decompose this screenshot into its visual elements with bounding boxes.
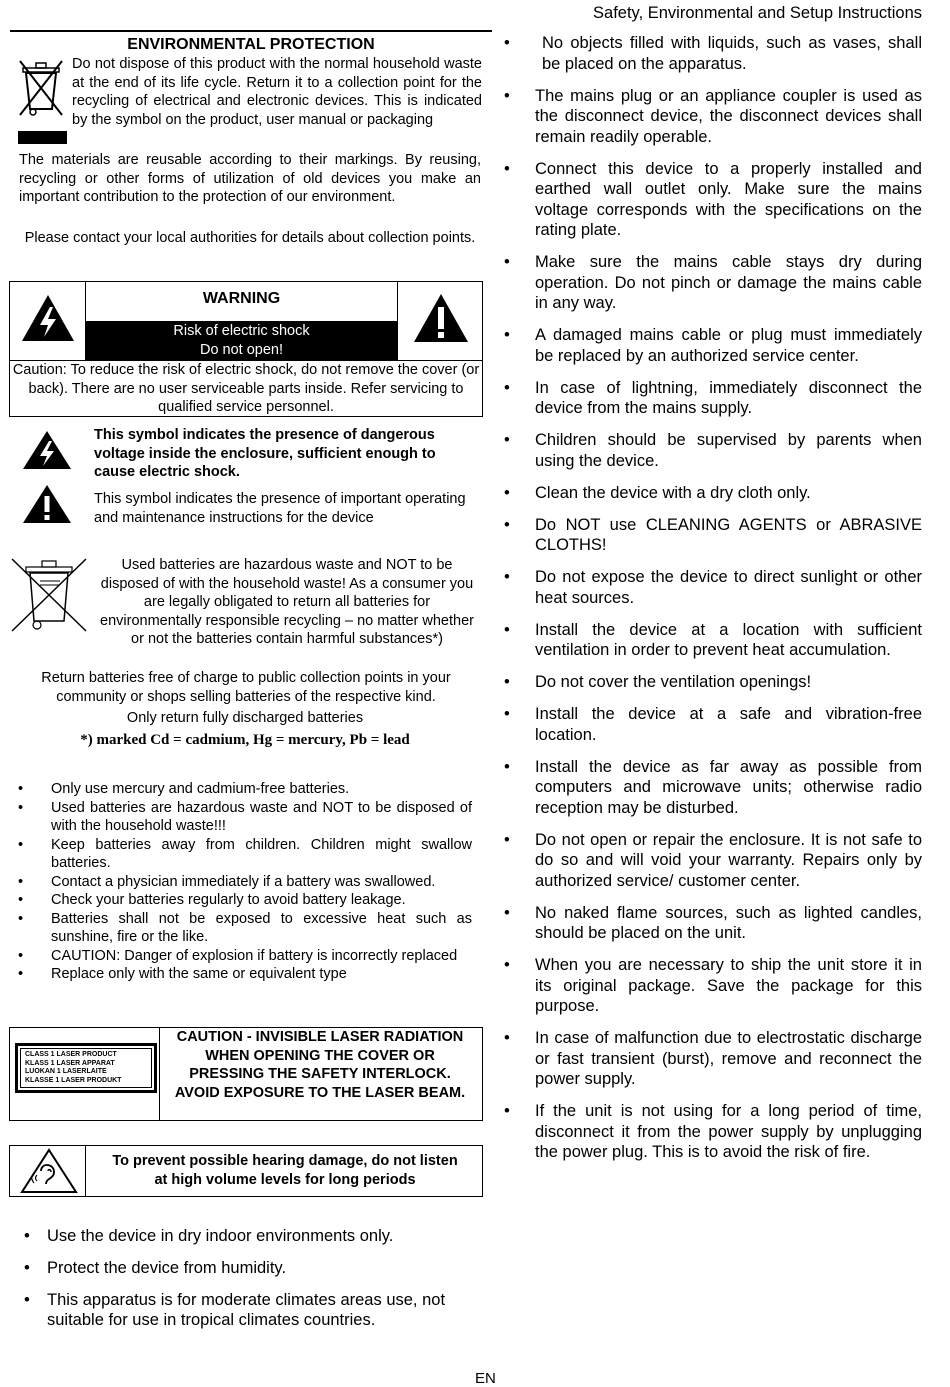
black-bar-symbol [18,131,67,144]
list-item: • Install the device as far away as possible from computers and microwave units; otherwise radio reception may be disturbed. [500,757,922,819]
laser-label-inner [20,1048,152,1088]
laser-label-line: LUOKAN 1 LASERLAITE [25,1068,107,1075]
list-item: • Install the device at a location with sufficient ventilation in order to prevent heat accumulation. [500,620,922,661]
list-item: • Do not open or repair the enclosure. It is not safe to do so and will void your warranty. Repairs only by authorized service/ customer center. [500,830,922,892]
list-item: • Protect the device from humidity. [10,1258,470,1278]
list-item: • This apparatus is for moderate climates areas use, not suitable for use in tropical climates countries. [10,1290,470,1330]
list-item: • Children should be supervised by parents when using the device. [500,430,922,471]
laser-label-line: KLASS 1 LASER APPARAT [25,1059,115,1067]
warning-divider-right [397,281,398,360]
list-item: • Connect this device to a properly installed and earthed wall outlet only. Make sure the mains voltage corresponds with the specifications on the rating plate. [500,159,922,241]
crossed-bin-icon [14,57,68,119]
list-item: • Replace only with the same or equivalent type [10,965,472,984]
list-item: • In case of malfunction due to electrostatic discharge or fast transient (burst), remove and reconnect the power supply. [500,1028,922,1090]
batteries-discharged-text: Only return fully discharged batteries [126,710,364,726]
list-item: • No naked flame sources, such as lighted candles, should be placed on the unit. [500,903,922,944]
laser-label [15,1043,157,1093]
laser-caution-text: CAUTION - INVISIBLE LASER RADIATION WHEN OPENING THE COVER OR PRESSING THE SAFETY INTERLOCK. AVOID EXPOSURE TO THE LASER BEAM. [174,1029,466,1101]
list-item: • Do NOT use CLEANING AGENTS or ABRASIVE CLOTHS! [500,515,922,556]
list-item: • A damaged mains cable or plug must immediately be replaced by an authorized service center. [500,325,922,366]
warning-line2: Do not open! [199,341,284,358]
batteries-text: Used batteries are hazardous waste and NOT to be disposed of with the household waste! As a consumer you are legally obligated to return all batteries for environmentally responsible recycling – no matter whether or not the batteries contain harmful substances*) [100,557,474,647]
lightning-symbol-icon [22,430,72,470]
list-item: • Make sure the mains cable stays dry during operation. Do not pinch or damage the mains cable in any way. [500,252,922,314]
exclamation-triangle-icon [412,292,470,344]
list-item: • The mains plug or an appliance coupler is used as the disconnect device, the disconnect devices shall remain readily operable. [500,86,922,148]
warning-line1: Risk of electric shock [173,323,310,339]
exclamation-symbol-icon [22,484,72,524]
list-item: • Used batteries are hazardous waste and NOT to be disposed of with the household waste!!! [10,799,472,836]
dispose-text: Do not dispose of this product with the normal household waste at the end of its life cycle. Return it to a collection point for the recycling of electrical and electronic devices. This is indicated by the symbol on the product, user manual or packaging [72,56,482,128]
warning-title: WARNING [202,290,281,307]
list-item: • Use the device in dry indoor environments only. [10,1226,470,1246]
list-item: • Clean the device with a dry cloth only. [500,483,922,504]
batteries-marked-text: *) marked Cd = cadmium, Hg = mercury, Pb = lead [80,732,410,748]
warning-black-banner [86,321,397,360]
list-item: • Keep batteries away from children. Children might swallow batteries. [10,836,472,873]
hearing-warning-icon [20,1148,78,1194]
list-item: • CAUTION: Danger of explosion if battery is incorrectly replaced [10,947,472,966]
list-item: • Do not cover the ventilation openings! [500,672,922,693]
materials-text: The materials are reusable according to their markings. By reusing, recycling or other forms of utilization of old devices you make an important contribution to the protection of our environment. [19,152,481,205]
contact-text: Please contact your local authorities for details about collection points. [24,230,476,246]
list-item: • Do not expose the device to direct sunlight or other heat sources. [500,567,922,608]
hearing-text: To prevent possible hearing damage, do not listen at high volume levels for long periods [112,1153,458,1188]
warning-caution-text: Caution: To reduce the risk of electric shock, do not remove the cover (or back). There are no user serviceable parts inside. Refer servicing to qualified service personnel. [12,362,480,415]
lightning-triangle-icon [20,293,76,343]
list-item: • Check your batteries regularly to avoid battery leakage. [10,891,472,910]
battery-bullets [10,780,472,984]
laser-label-line: KLASSE 1 LASER PRODUKT [25,1076,122,1084]
page-language-label: EN [475,1370,496,1387]
list-item: • If the unit is not using for a long period of time, disconnect it from the power supply by unplugging the power plug. This is to avoid the risk of fire. [500,1101,922,1163]
laser-label-line: CLASS 1 LASER PRODUCT [25,1051,117,1058]
battery-crossed-bin-icon [8,555,90,635]
environment-bullets [10,1226,470,1342]
list-item: • In case of lightning, immediately disconnect the device from the mains supply. [500,378,922,419]
instructions-symbol-text: This symbol indicates the presence of important operating and maintenance instructions for the device [94,491,466,526]
environmental-section [10,30,492,56]
list-item: • Contact a physician immediately if a battery was swallowed. [10,873,472,892]
voltage-symbol-text: This symbol indicates the presence of dangerous voltage inside the enclosure, sufficient enough to cause electric shock. [94,427,436,480]
environmental-title: ENVIRONMENTAL PROTECTION [127,36,375,53]
list-item: • No objects filled with liquids, such as vases, shall be placed on the apparatus. [500,33,922,74]
list-item: • Only use mercury and cadmium-free batteries. [10,780,472,799]
safety-bullets [500,33,922,1174]
list-item: • When you are necessary to ship the unit store it in its original package. Save the package for this purpose. [500,955,922,1017]
batteries-return-text: Return batteries free of charge to public collection points in your community or shops selling batteries of the respective kind. [41,670,451,705]
hearing-divider [85,1145,86,1197]
list-item: • Batteries shall not be exposed to excessive heat such as sunshine, fire or the like. [10,910,472,947]
list-item: • Install the device at a safe and vibration-free location. [500,704,922,745]
page-header-title: Safety, Environmental and Setup Instructions [593,4,922,22]
laser-divider [159,1027,160,1121]
